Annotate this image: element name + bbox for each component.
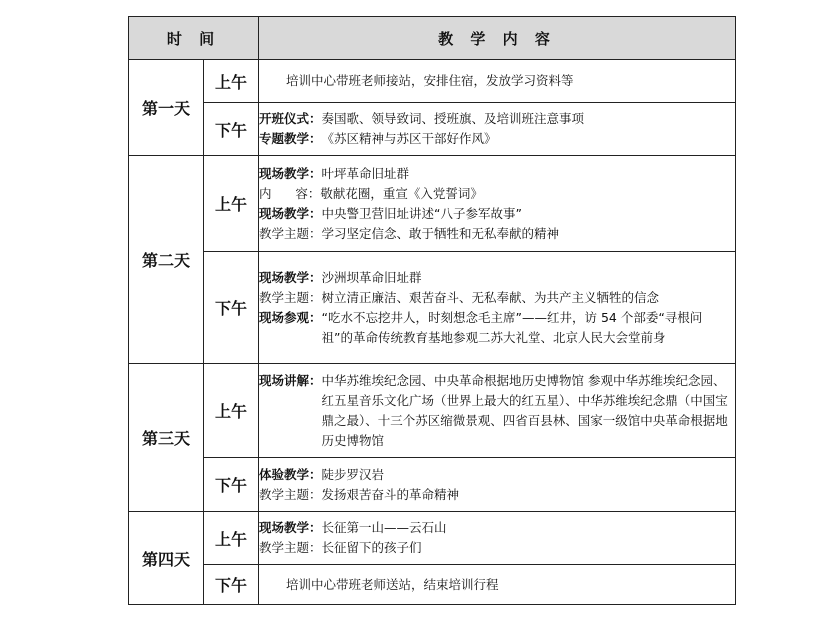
am-label: 上午 xyxy=(204,364,259,458)
plain-line: 培训中心带班老师接站，安排住宿，发放学习资料等 xyxy=(286,73,574,88)
header-time: 时 间 xyxy=(129,17,259,60)
item xyxy=(259,164,735,184)
pm-label: 下午 xyxy=(204,103,259,156)
item-value: 长征第一山——云石山 xyxy=(321,520,447,535)
item xyxy=(259,465,735,485)
item-value: 长征留下的孩子们 xyxy=(321,540,422,555)
item-key: 教学主题： xyxy=(259,289,322,305)
day-label: 第四天 xyxy=(129,512,204,605)
item-key: 现场参观： xyxy=(259,309,322,325)
item-key: 现场教学： xyxy=(259,205,322,221)
item-key: 现场教学： xyxy=(259,520,322,535)
am-label: 上午 xyxy=(204,60,259,103)
am-label: 上午 xyxy=(204,512,259,565)
header-row xyxy=(129,17,736,60)
item-key: 现场教学： xyxy=(259,269,322,285)
pm-label: 下午 xyxy=(204,565,259,605)
item-key: 教学主题： xyxy=(259,540,322,555)
item-value: 学习坚定信念、敢于牺牲和无私奉献的精神 xyxy=(321,225,560,241)
day4-pm-row xyxy=(129,565,736,605)
item-value: 陡步罗汉岩 xyxy=(321,466,385,482)
day-label: 第三天 xyxy=(129,364,204,512)
item xyxy=(259,204,735,224)
day4-am-row xyxy=(129,512,736,565)
day3-am-row xyxy=(129,364,736,458)
day4-am-content xyxy=(259,512,736,565)
item xyxy=(259,109,735,129)
item-value: 《苏区精神与苏区干部好作风》 xyxy=(321,131,497,146)
item xyxy=(259,371,735,451)
item-value: 沙洲坝革命旧址群 xyxy=(321,269,422,285)
item-value: 中央警卫营旧址讲述“八子参军故事” xyxy=(321,205,522,221)
pm-label: 下午 xyxy=(204,458,259,512)
item xyxy=(259,129,735,149)
item-value: 树立清正廉洁、艰苦奋斗、无私奉献、为共产主义牺牲的信念 xyxy=(321,289,660,305)
day1-am-row xyxy=(129,60,736,103)
item xyxy=(259,485,735,505)
item xyxy=(259,538,735,558)
day2-am-content xyxy=(259,156,736,252)
item xyxy=(259,288,735,308)
item-value: 叶坪革命旧址群 xyxy=(321,165,410,181)
item-value: “吃水不忘挖井人，时刻想念毛主席”——红井，访 54 个部委“寻根问 祖”的革命传统教育基地参观二苏大礼堂、北京人民大会堂前身 xyxy=(321,309,703,345)
item-key: 专题教学： xyxy=(259,131,322,146)
day1-pm-row xyxy=(129,103,736,156)
item xyxy=(259,308,735,348)
day2-pm-content xyxy=(259,252,736,364)
day2-pm-row xyxy=(129,252,736,364)
day2-am-row xyxy=(129,156,736,252)
item-key: 体验教学： xyxy=(259,466,322,482)
plain-line: 培训中心带班老师送站，结束培训行程 xyxy=(286,576,499,592)
day3-pm-row xyxy=(129,458,736,512)
item-key: 开班仪式： xyxy=(259,111,322,126)
day-label: 第一天 xyxy=(129,60,204,156)
item-value: 发扬艰苦奋斗的革命精神 xyxy=(321,486,460,502)
item-value: 中华苏维埃纪念园、中央革命根据地历史博物馆 参观中华苏维埃纪念园、红五星音乐文化广场（世界上最大的红五星）、中华苏维埃纪念鼎（中国宝鼎之最）、十三个苏区缩微景观、四省百县林、国家一级馆中央革命根据地历史博物馆 xyxy=(321,372,728,448)
item-key: 教学主题： xyxy=(259,225,322,241)
item xyxy=(259,224,735,244)
day-label: 第二天 xyxy=(129,156,204,364)
header-content: 教 学 内 容 xyxy=(259,17,736,60)
item xyxy=(259,184,735,204)
day4-pm-content xyxy=(259,565,736,605)
day3-am-content xyxy=(259,364,736,458)
item-key: 现场讲解： xyxy=(259,372,322,388)
item-value: 奏国歌、领导致词、授班旗、及培训班注意事项 xyxy=(321,111,585,126)
day1-pm-content xyxy=(259,103,736,156)
item-key: 现场教学： xyxy=(259,165,322,181)
item-key: 教学主题： xyxy=(259,486,322,502)
schedule-table xyxy=(128,16,736,605)
item-key: 内 容： xyxy=(259,185,321,201)
day3-pm-content xyxy=(259,458,736,512)
item xyxy=(259,268,735,288)
item xyxy=(259,518,735,538)
item-value: 敬献花圈，重宣《入党誓词》 xyxy=(320,185,483,201)
am-label: 上午 xyxy=(204,156,259,252)
day1-am-content xyxy=(259,60,736,103)
pm-label: 下午 xyxy=(204,252,259,364)
